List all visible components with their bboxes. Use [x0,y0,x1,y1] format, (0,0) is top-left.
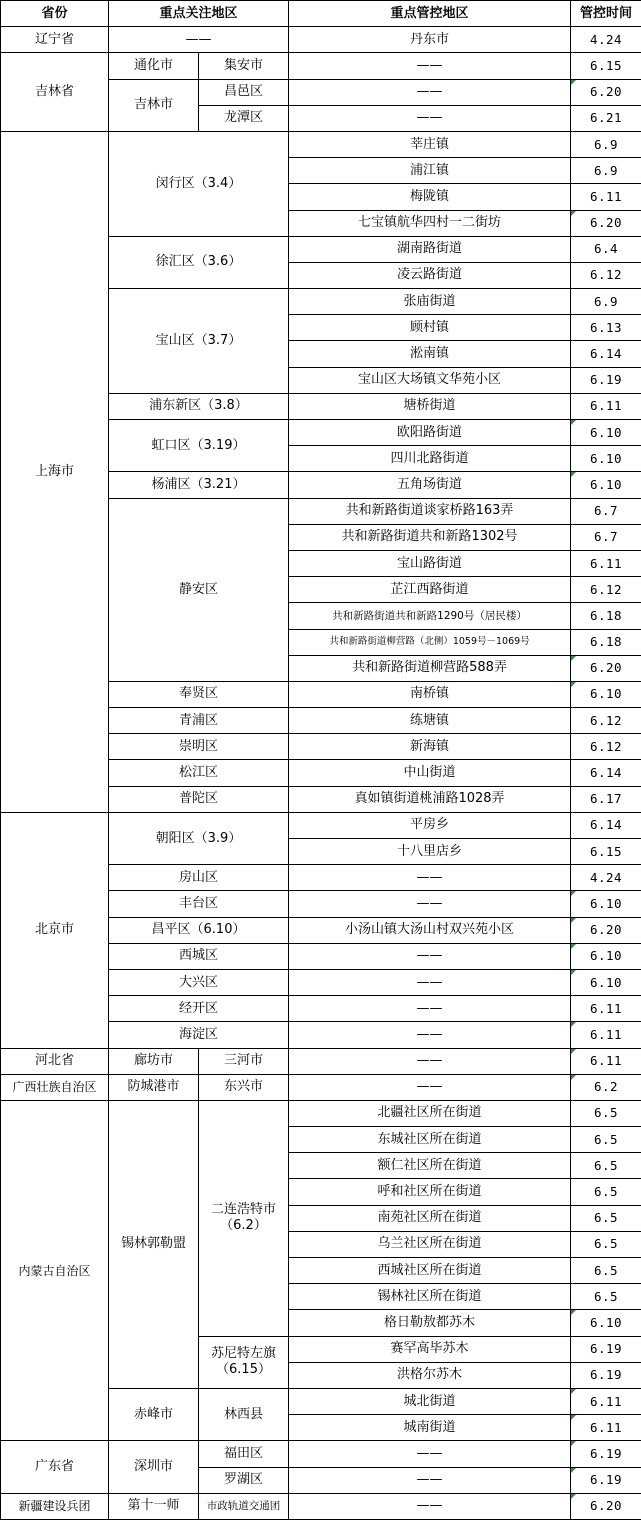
time-cell: 6.18 [571,629,641,655]
time-cell: 6.9 [571,131,641,157]
area-cell: 湖南路街道 [289,236,571,262]
focus-cell: 经开区 [109,996,289,1022]
area-cell: 呼和社区所在街道 [289,1179,571,1205]
focus-cell: 杨浦区（3.21） [109,472,289,498]
area-cell: 张庙街道 [289,289,571,315]
header-control-time: 管控时间 [571,1,641,27]
province-cell: 广西壮族自治区 [1,1074,109,1100]
table-row [1,1493,641,1519]
time-cell: 6.10 [571,891,641,917]
area-cell: 南苑社区所在街道 [289,1205,571,1231]
area-cell: 中山街道 [289,760,571,786]
focus-cell: 浦东新区（3.8） [109,393,289,419]
city-cell: 吉林市 [109,79,199,131]
city-cell: 第十一师 [109,1493,199,1519]
time-cell: 6.14 [571,341,641,367]
area-cell: 七宝镇航华四村一二街坊 [289,210,571,236]
time-cell: 6.5 [571,1153,641,1179]
time-cell: 6.11 [571,393,641,419]
time-cell: 6.20 [571,79,641,105]
area-cell: 共和新路街道谈家桥路163弄 [289,498,571,524]
province-cell: 新疆建设兵团 [1,1493,109,1519]
time-cell: 6.13 [571,315,641,341]
area-cell: 共和新路街道柳营路（北侧）1059号－1069号 [289,629,571,655]
area-cell: 城南街道 [289,1415,571,1441]
district-cell: 罗湖区 [199,1467,289,1493]
area-cell: 十八里店乡 [289,839,571,865]
time-cell: 6.5 [571,1258,641,1284]
time-cell: 6.15 [571,53,641,79]
time-cell: 6.12 [571,262,641,288]
area-cell: 宝山区大场镇文华苑小区 [289,367,571,393]
time-cell: 4.24 [571,27,641,53]
focus-cell: 朝阳区（3.9） [109,812,289,864]
area-cell: —— [289,1493,571,1519]
time-cell: 6.5 [571,1179,641,1205]
area-cell: 南桥镇 [289,681,571,707]
area-cell: 新海镇 [289,734,571,760]
focus-cell: 虹口区（3.19） [109,420,289,472]
time-cell: 6.19 [571,1467,641,1493]
time-cell: 6.10 [571,420,641,446]
time-cell: 6.10 [571,969,641,995]
province-cell: 内蒙古自治区 [1,1100,109,1440]
area-cell: —— [289,943,571,969]
focus-cell: 西城区 [109,943,289,969]
table-row [1,1048,641,1074]
time-cell: 6.2 [571,1074,641,1100]
area-cell: —— [289,1074,571,1100]
time-cell: 6.10 [571,446,641,472]
district-cell: 龙潭区 [199,105,289,131]
area-cell: 城北街道 [289,1388,571,1414]
focus-cell: 静安区 [109,498,289,681]
area-cell: —— [289,1048,571,1074]
time-cell: 6.19 [571,1336,641,1362]
time-cell: 6.18 [571,603,641,629]
district-cell: 集安市 [199,53,289,79]
time-cell: 6.20 [571,1493,641,1519]
focus-cell: 崇明区 [109,734,289,760]
time-cell: 6.4 [571,236,641,262]
city-cell: 通化市 [109,53,199,79]
time-cell: 6.11 [571,1415,641,1441]
time-cell: 6.14 [571,760,641,786]
time-cell: 6.11 [571,1048,641,1074]
district-cell: 昌邑区 [199,79,289,105]
area-cell: —— [289,1441,571,1467]
district-cell: 东兴市 [199,1074,289,1100]
area-cell: 欧阳路街道 [289,420,571,446]
time-cell: 6.11 [571,1022,641,1048]
district-cell: 福田区 [199,1441,289,1467]
header-province: 省份 [1,1,109,27]
area-cell: 莘庄镇 [289,131,571,157]
district-cell: 苏尼特左旗（6.15） [199,1336,289,1388]
focus-cell: 闵行区（3.4） [109,131,289,236]
area-cell: 芷江西路街道 [289,577,571,603]
province-cell: 北京市 [1,812,109,1048]
table-row [1,1100,641,1126]
area-cell: 额仁社区所在街道 [289,1153,571,1179]
time-cell: 6.20 [571,917,641,943]
time-cell: 6.10 [571,472,641,498]
focus-cell: 房山区 [109,865,289,891]
focus-cell: 大兴区 [109,969,289,995]
focus-cell: 普陀区 [109,786,289,812]
table-row [1,131,641,157]
area-cell: 练塘镇 [289,708,571,734]
province-cell: 河北省 [1,1048,109,1074]
time-cell: 6.5 [571,1284,641,1310]
area-cell: 洪格尔苏木 [289,1362,571,1388]
area-cell: —— [289,105,571,131]
area-cell: 小汤山镇大汤山村双兴苑小区 [289,917,571,943]
area-cell: 顾村镇 [289,315,571,341]
time-cell: 6.20 [571,210,641,236]
time-cell: 6.7 [571,498,641,524]
area-cell: 丹东市 [289,27,571,53]
area-cell: —— [289,969,571,995]
area-cell: 四川北路街道 [289,446,571,472]
area-cell: 塘桥街道 [289,393,571,419]
focus-cell: 宝山区（3.7） [109,289,289,394]
area-cell: 真如镇街道桃浦路1028弄 [289,786,571,812]
focus-cell: 海淀区 [109,1022,289,1048]
province-cell: 上海市 [1,131,109,812]
time-cell: 6.11 [571,550,641,576]
area-cell: 凌云路街道 [289,262,571,288]
area-cell: 平房乡 [289,812,571,838]
focus-cell: 奉贤区 [109,681,289,707]
city-cell: 赤峰市 [109,1388,199,1440]
area-cell: 共和新路街道柳营路588弄 [289,655,571,681]
area-cell: 五角场街道 [289,472,571,498]
time-cell: 6.5 [571,1127,641,1153]
time-cell: 6.9 [571,289,641,315]
time-cell: 6.5 [571,1231,641,1257]
area-cell: 淞南镇 [289,341,571,367]
header-focus-area: 重点关注地区 [109,1,289,27]
province-cell: 辽宁省 [1,27,109,53]
time-cell: 6.9 [571,158,641,184]
area-cell: 格日勒敖都苏木 [289,1310,571,1336]
focus-cell: 青浦区 [109,708,289,734]
table-header-row [1,1,641,27]
focus-cell: —— [109,27,289,53]
time-cell: 6.14 [571,812,641,838]
focus-cell: 松江区 [109,760,289,786]
time-cell: 6.12 [571,577,641,603]
time-cell: 6.21 [571,105,641,131]
time-cell: 6.5 [571,1100,641,1126]
time-cell: 6.10 [571,1310,641,1336]
area-cell: 锡林社区所在街道 [289,1284,571,1310]
focus-cell: 昌平区（6.10） [109,917,289,943]
city-cell: 防城港市 [109,1074,199,1100]
province-cell: 广东省 [1,1441,109,1493]
area-cell: —— [289,1467,571,1493]
time-cell: 6.11 [571,184,641,210]
area-cell: —— [289,53,571,79]
time-cell: 6.19 [571,367,641,393]
table-row [1,1074,641,1100]
area-cell: —— [289,79,571,105]
table-row [1,1441,641,1467]
city-cell: 廊坊市 [109,1048,199,1074]
city-cell: 深圳市 [109,1441,199,1493]
time-cell: 6.10 [571,681,641,707]
time-cell: 6.11 [571,1388,641,1414]
time-cell: 6.19 [571,1362,641,1388]
area-cell: —— [289,865,571,891]
area-cell: 乌兰社区所在街道 [289,1231,571,1257]
area-cell: —— [289,996,571,1022]
area-cell: 浦江镇 [289,158,571,184]
area-cell: 东城社区所在街道 [289,1127,571,1153]
time-cell: 6.5 [571,1205,641,1231]
table-row [1,812,641,838]
time-cell: 6.20 [571,655,641,681]
area-cell: 宝山路街道 [289,550,571,576]
table-row [1,53,641,79]
district-cell: 二连浩特市（6.2） [199,1100,289,1336]
district-cell: 三河市 [199,1048,289,1074]
table-row [1,27,641,53]
area-cell: —— [289,1022,571,1048]
area-cell: 梅陇镇 [289,184,571,210]
time-cell: 6.7 [571,524,641,550]
area-cell: 共和新路街道共和新路1302号 [289,524,571,550]
header-control-area: 重点管控地区 [289,1,571,27]
area-cell: 赛罕高毕苏木 [289,1336,571,1362]
time-cell: 6.15 [571,839,641,865]
area-cell: 北疆社区所在街道 [289,1100,571,1126]
time-cell: 6.12 [571,734,641,760]
time-cell: 6.11 [571,996,641,1022]
district-cell: 市政轨道交通团 [199,1493,289,1519]
time-cell: 6.10 [571,943,641,969]
time-cell: 6.19 [571,1441,641,1467]
focus-cell: 徐汇区（3.6） [109,236,289,288]
province-cell: 吉林省 [1,53,109,132]
time-cell: 6.12 [571,708,641,734]
district-cell: 林西县 [199,1388,289,1440]
focus-cell: 丰台区 [109,891,289,917]
city-cell: 锡林郭勒盟 [109,1100,199,1388]
time-cell: 6.17 [571,786,641,812]
time-cell: 4.24 [571,865,641,891]
area-cell: 共和新路街道共和新路1290号（居民楼） [289,603,571,629]
area-cell: —— [289,891,571,917]
area-cell: 西城社区所在街道 [289,1258,571,1284]
